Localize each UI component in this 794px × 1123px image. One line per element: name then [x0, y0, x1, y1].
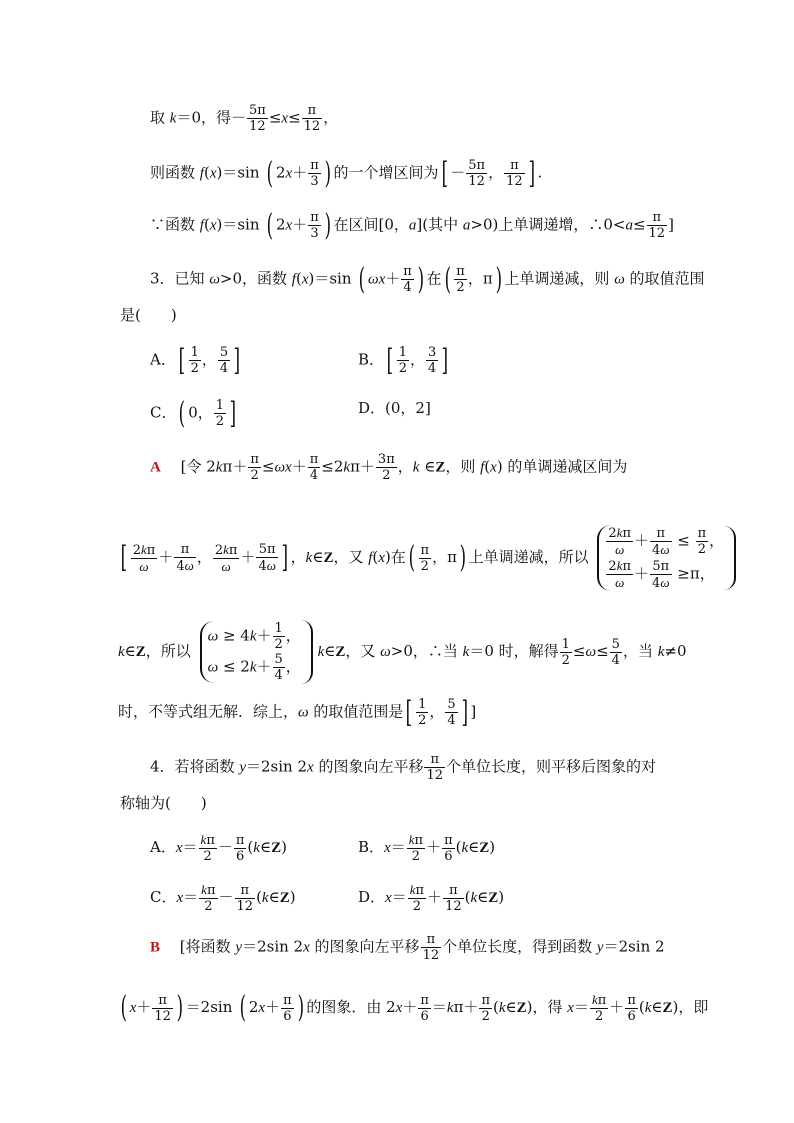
- q4-solution-line-1: B [将函数 y＝2sin 2x 的图象向左平移 $\frac{\pi}{12}$ 个单位长度，得到函数 y＝2sin 2: [150, 932, 665, 963]
- q3-stem-line-2: 是( ): [120, 306, 177, 324]
- q3-option-c: C．( 0， $\frac{1}{2}$ ]: [150, 395, 237, 431]
- q4-solution-line-2: ( x＋ $\frac{\pi}{12}$ ) ＝2sin ( 2x＋ $\frac{\pi}{6}$ ) 的图象．由 2x＋ $\frac{\pi}{6}$ ＝kπ＋ $\frac{\pi}{2}$ (k∈Z)，得 x＝ $\frac{k\pi}{2}$ ＋ $\frac{\pi}{6}$ (k∈Z)，即: [120, 990, 709, 1025]
- q3-solution-line-4: 时，不等式组无解．综上，ω 的取值范围是[ $\frac{1}{2}$ ， $\frac{5}{4}$ ] ]: [118, 694, 477, 730]
- q3-stem-line-1: 3．已知 ω>0，函数 f(x)＝sin ( ωx＋ $\frac{\pi}{4}$ ) 在( $\frac{\pi}{2}$ ，π) 上单调递减，则 ω 的取值范围: [150, 261, 705, 297]
- q4-stem-line-1: 4．若将函数 y＝2sin 2x 的图象向左平移 $\frac{\pi}{12}$ 个单位长度，则平移后图象的对: [150, 752, 657, 783]
- q4-option-a: A．x＝ $\frac{k\pi}{2}$ － $\frac{\pi}{6}$ (k∈Z): [150, 832, 287, 864]
- text-line-1: 取 k＝0，得－ $\frac{5\pi}{12}$ ≤x≤ $\frac{\pi}{12}$ ，: [150, 103, 339, 134]
- q4-option-c: C．x＝ $\frac{k\pi}{2}$ － $\frac{\pi}{12}$ (k∈Z): [150, 882, 296, 914]
- q3-option-a: A．[ $\frac{1}{2}$ ， $\frac{5}{4}$ ]: [150, 342, 241, 378]
- q3-inequality-system-2: ω ≥ 4k＋ $\frac{1}{2}$ ， ω ≤ 2k＋ $\frac{5}{4}$ ，: [200, 621, 301, 683]
- text-line-3: ∵函数 f(x)＝sin ( 2x＋ $\frac{\pi}{3}$ ) 在区间[0，a](其中 a>0)上单调递增，∴0<a≤ $\frac{\pi}{12}$ ]: [150, 207, 674, 243]
- q3-inequality-system-1: $\frac{2k\pi}{\omega}$ ＋ $\frac{\pi}{4\omega}$ ≤ $\frac{\pi}{2}$ ， $\frac{2k\pi}{\omega}$ ＋ $\frac{5\pi}{4\omega}$ ≥π，: [597, 525, 724, 591]
- q4-option-b: B．x＝ $\frac{k\pi}{2}$ ＋ $\frac{\pi}{6}$ (k∈Z): [358, 832, 496, 864]
- q3-solution-line-1: A [令 2kπ＋ $\frac{\pi}{2}$ ≤ωx＋ $\frac{\pi}{4}$ ≤2kπ＋ $\frac{3\pi}{2}$ ，k ∈Z，则 f(x) 的单调递减区间为: [150, 452, 628, 483]
- q3-option-d: D．(0，2]: [358, 399, 431, 417]
- q4-stem-line-2: 称轴为( ): [120, 794, 207, 812]
- q4-answer: B: [150, 939, 161, 956]
- q3-option-b: B．[ $\frac{1}{2}$ ， $\frac{3}{4}$ ]: [358, 342, 449, 378]
- q3-solution-line-3: k∈Z，所以 ω ≥ 4k＋ $\frac{1}{2}$ ， ω ≤ 2k＋ $\frac{5}{4}$ ， k∈Z，又 ω>0，∴当 k＝0 时，解得 $\frac{1}{2}$ ≤ω≤ $\frac{5}{4}$ ，当 k≠0: [118, 621, 687, 683]
- q3-answer: A: [150, 459, 161, 476]
- text-line-2: 则函数 f(x)＝sin ( 2x＋ $\frac{\pi}{3}$ ) 的一个增区间为[ － $\frac{5\pi}{12}$ ， $\frac{\pi}{12}$ ] .: [150, 155, 543, 191]
- q4-option-d: D．x＝ $\frac{k\pi}{2}$ ＋ $\frac{\pi}{12}$ (k∈Z): [358, 882, 505, 914]
- q3-solution-line-2: [ $\frac{2k\pi}{\omega}$ ＋ $\frac{\pi}{4\omega}$ ， $\frac{2k\pi}{\omega}$ ＋ $\frac{5\pi}{4\omega}$ ] ，k∈Z，又 f(x)在( $\frac{\pi}{2}$ ，π) 上单调递减，所以 $\frac{2k\pi}{\omega}$ ＋ $\frac{\pi}{4\omega}$ ≤ $\frac{\pi}{2}$ ， $\frac{2k\pi}{\omega}$ ＋ $\frac{5\pi}{4\omega}$ ≥π，: [118, 525, 736, 591]
